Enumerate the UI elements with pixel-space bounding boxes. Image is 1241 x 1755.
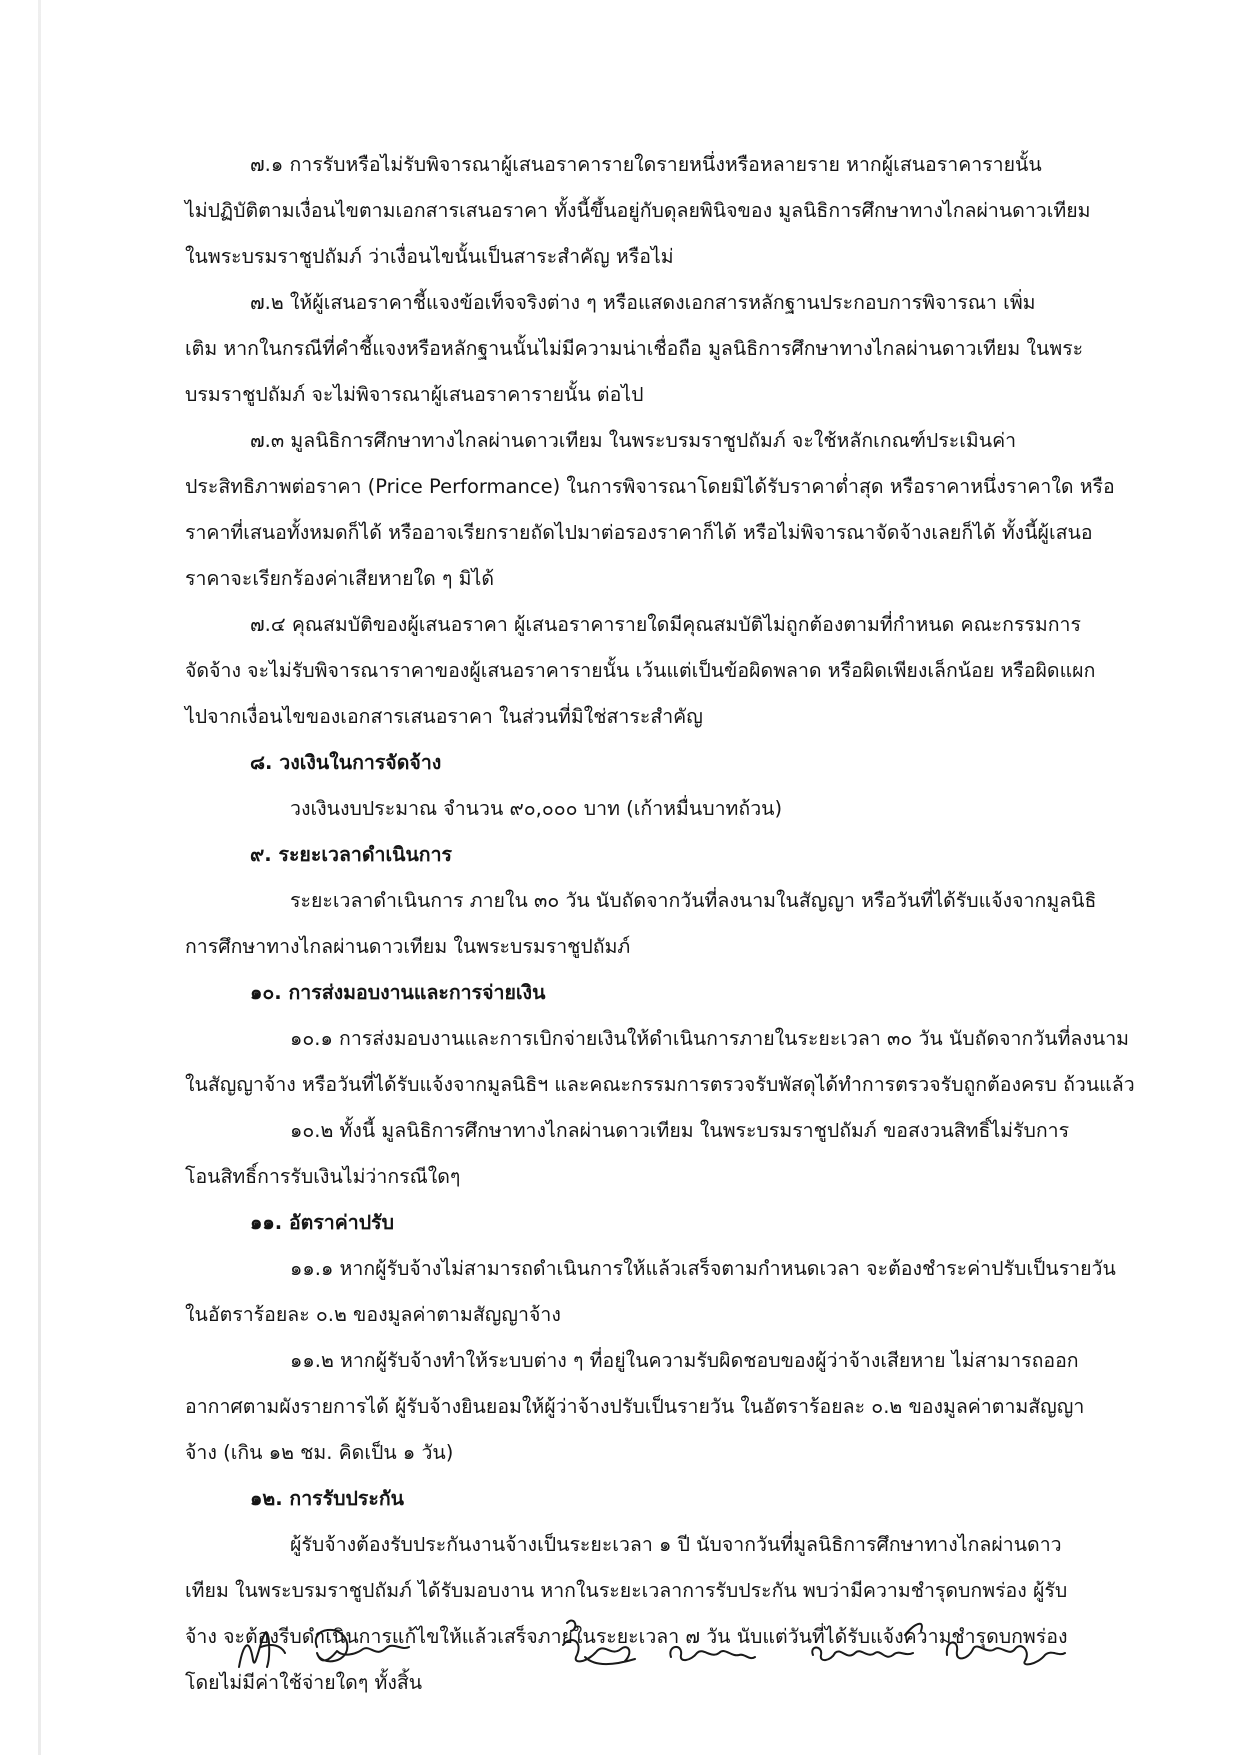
paragraph-line: เติม หากในกรณีที่คำชี้แจงหรือหลักฐานนั้นไม่มีความน่าเชื่อถือ มูลนิธิการศึกษาทางไกลผ่านดาวเทียม ในพระ bbox=[185, 337, 1084, 360]
paragraph-line: โอนสิทธิ์การรับเงินไม่ว่ากรณีใดๆ bbox=[185, 1165, 461, 1188]
paragraph-line: ๑๐.๒ ทั้งนี้ มูลนิธิการศึกษาทางไกลผ่านดาวเทียม ในพระบรมราชูปถัมภ์ ขอสงวนสิทธิ์ไม่รับการ bbox=[290, 1119, 1070, 1142]
paragraph-line: อากาศตามผังรายการได้ ผู้รับจ้างยินยอมให้ผู้ว่าจ้างปรับเป็นรายวัน ในอัตราร้อยละ ๐.๒ ของมูลค่าตามสัญญา bbox=[185, 1395, 1085, 1418]
paragraph-line: ในสัญญาจ้าง หรือวันที่ได้รับแจ้งจากมูลนิธิฯ และคณะกรรมการตรวจรับพัสดุได้ทำการตรวจรับถูกต้องครบ ถ้วนแล้ว bbox=[185, 1073, 1135, 1096]
section-heading: ๑๒. การรับประกัน bbox=[250, 1487, 404, 1510]
signature-4 bbox=[670, 1647, 755, 1660]
paragraph-line: โดยไม่มีค่าใช้จ่ายใดๆ ทั้งสิ้น bbox=[185, 1671, 423, 1694]
signature-6 bbox=[947, 1642, 1065, 1664]
paragraph-line: ในพระบรมราชูปถัมภ์ ว่าเงื่อนไขนั้นเป็นสาระสำคัญ หรือไม่ bbox=[185, 245, 674, 268]
paragraph-line: ราคาจะเรียกร้องค่าเสียหายใด ๆ มิได้ bbox=[185, 567, 494, 590]
document-body bbox=[185, 142, 1135, 1706]
section-heading: ๘. วงเงินในการจัดจ้าง bbox=[250, 751, 442, 774]
scan-edge-shadow bbox=[38, 0, 41, 1755]
signature-row bbox=[225, 1605, 1105, 1685]
paragraph-line: ราคาที่เสนอทั้งหมดก็ได้ หรืออาจเรียกรายถัดไปมาต่อรองราคาก็ได้ หรือไม่พิจารณาจัดจ้างเลยก็ได้ ทั้งนี้ผู้เสนอ bbox=[185, 521, 1093, 544]
paragraph-line: ในอัตราร้อยละ ๐.๒ ของมูลค่าตามสัญญาจ้าง bbox=[185, 1303, 561, 1326]
paragraph-line: การศึกษาทางไกลผ่านดาวเทียม ในพระบรมราชูปถัมภ์ bbox=[185, 935, 631, 958]
signature-3 bbox=[563, 1621, 635, 1664]
paragraph-line: ๗.๔ คุณสมบัติของผู้เสนอราคา ผู้เสนอราคารายใดมีคุณสมบัติไม่ถูกต้องตามที่กำหนด คณะกรรมการ bbox=[250, 613, 1081, 636]
paragraph-line: ผู้รับจ้างต้องรับประกันงานจ้างเป็นระยะเวลา ๑ ปี นับจากวันที่มูลนิธิการศึกษาทางไกลผ่านดาว bbox=[290, 1533, 1062, 1556]
paragraph-line: ประสิทธิภาพต่อราคา (Price Performance) ในการพิจารณาโดยมิได้รับราคาต่ำสุด หรือราคาหนึ่งราคาใด หรือ bbox=[185, 475, 1115, 498]
paragraph-line: ๗.๓ มูลนิธิการศึกษาทางไกลผ่านดาวเทียม ในพระบรมราชูปถัมภ์ จะใช้หลักเกณฑ์ประเมินค่า bbox=[250, 429, 1017, 452]
paragraph-line: จัดจ้าง จะไม่รับพิจารณาราคาของผู้เสนอราคารายนั้น เว้นแต่เป็นข้อผิดพลาด หรือผิดเพียงเล็กน้อย หรือผิดแผก bbox=[185, 659, 1096, 682]
signature-2 bbox=[316, 1630, 409, 1661]
paragraph-line: จ้าง จะต้องรีบดำเนินการแก้ไขให้แล้วเสร็จภายในระยะเวลา ๗ วัน นับแต่วันที่ได้รับแจ้งความชำรุดบกพร่อง bbox=[185, 1625, 1068, 1648]
paragraph-line: ๑๐.๑ การส่งมอบงานและการเบิกจ่ายเงินให้ดำเนินการภายในระยะเวลา ๓๐ วัน นับถัดจากวันที่ลงนาม bbox=[290, 1027, 1130, 1050]
section-heading: ๑๑. อัตราค่าปรับ bbox=[250, 1211, 394, 1234]
paragraph-line: ๗.๑ การรับหรือไม่รับพิจารณาผู้เสนอราคารายใดรายหนึ่งหรือหลายราย หากผู้เสนอราคารายนั้น bbox=[250, 153, 1042, 176]
paragraph-line: ไม่ปฏิบัติตามเงื่อนไขตามเอกสารเสนอราคา ทั้งนี้ขึ้นอยู่กับดุลยพินิจของ มูลนิธิการศึกษาทางไกลผ่านดาวเทียม bbox=[185, 199, 1091, 222]
paragraph-line: บรมราชูปถัมภ์ จะไม่พิจารณาผู้เสนอราคารายนั้น ต่อไป bbox=[185, 383, 644, 406]
signature-1 bbox=[239, 1632, 285, 1667]
paragraph-line: ๗.๒ ให้ผู้เสนอราคาชี้แจงข้อเท็จจริงต่าง ๆ หรือแสดงเอกสารหลักฐานประกอบการพิจารณา เพิ่ม bbox=[250, 291, 1036, 314]
signatures-svg bbox=[225, 1605, 1105, 1685]
section-heading: ๙. ระยะเวลาดำเนินการ bbox=[250, 843, 453, 866]
paragraph-line: วงเงินงบประมาณ จำนวน ๙๐,๐๐๐ บาท (เก้าหมื่นบาทถ้วน) bbox=[290, 797, 783, 820]
signature-5 bbox=[812, 1624, 922, 1660]
paragraph-line: ๑๑.๒ หากผู้รับจ้างทำให้ระบบต่าง ๆ ที่อยู่ในความรับผิดชอบของผู้ว่าจ้างเสียหาย ไม่สามารถออก bbox=[290, 1349, 1079, 1372]
paragraph-line: ระยะเวลาดำเนินการ ภายใน ๓๐ วัน นับถัดจากวันที่ลงนามในสัญญา หรือวันที่ได้รับแจ้งจากมูลนิธิ bbox=[290, 889, 1097, 912]
paragraph-line: ๑๑.๑ หากผู้รับจ้างไม่สามารถดำเนินการให้แล้วเสร็จตามกำหนดเวลา จะต้องชำระค่าปรับเป็นรายวัน bbox=[290, 1257, 1116, 1280]
paragraph-line: เทียม ในพระบรมราชูปถัมภ์ ได้รับมอบงาน หากในระยะเวลาการรับประกัน พบว่ามีความชำรุดบกพร่อง ผู้รับ bbox=[185, 1579, 1068, 1602]
paragraph-line: ไปจากเงื่อนไขของเอกสารเสนอราคา ในส่วนที่มิใช่สาระสำคัญ bbox=[185, 705, 703, 728]
section-heading: ๑๐. การส่งมอบงานและการจ่ายเงิน bbox=[250, 981, 546, 1004]
paragraph-line: จ้าง (เกิน ๑๒ ชม. คิดเป็น ๑ วัน) bbox=[185, 1441, 454, 1464]
